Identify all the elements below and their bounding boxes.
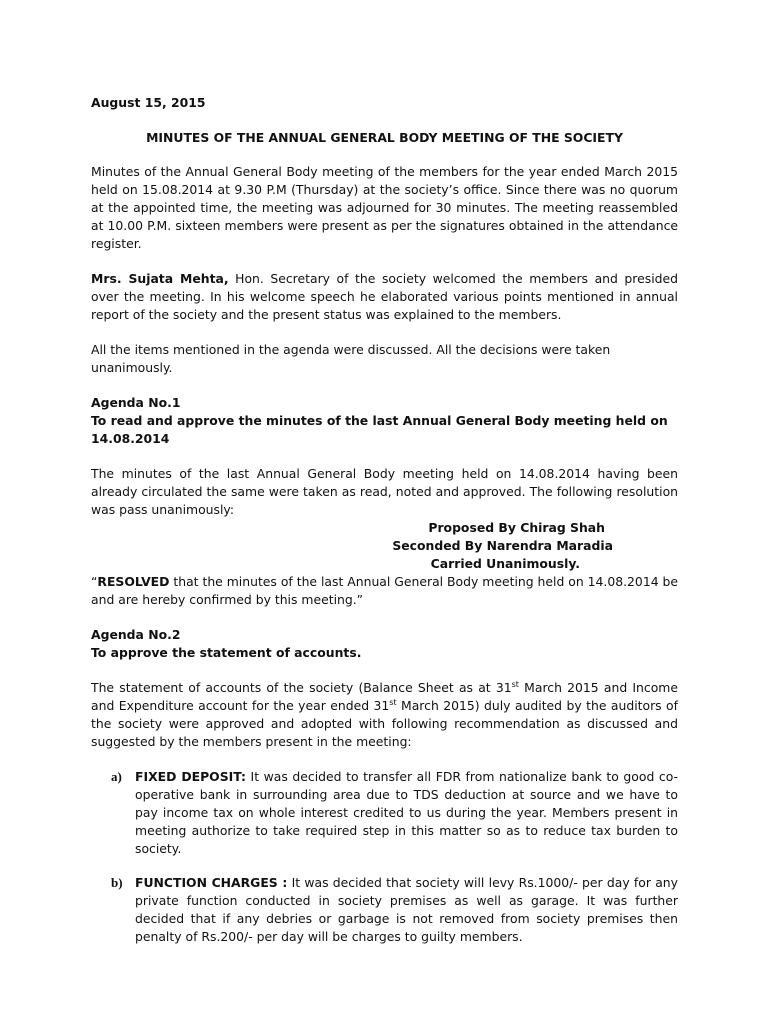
list-marker: b) [111, 875, 123, 890]
document-date: August 15, 2015 [91, 95, 206, 110]
list-item [91, 874, 678, 946]
resolution-keyword: RESOLVED [97, 574, 170, 589]
list-item-label: FIXED DEPOSIT: [135, 769, 246, 784]
proposed-by: Proposed By Chirag Shah [428, 520, 605, 535]
agenda2-body-part2: March 2015 and Income and Expenditure account for the year ended 31 [91, 680, 678, 713]
document-content [91, 94, 678, 962]
agenda1-number: Agenda No.1 [91, 395, 181, 410]
list-item-body: It was decided that society will levy Rs.1000/- per day for any private function conducted in society premises as well as garage. It was further decided that if any debries or garbage is not removed from society premises then penalty of Rs.200/- per day will be charges to guilty members. [135, 875, 678, 944]
agenda2-heading: To approve the statement of accounts. [91, 645, 362, 660]
agenda2-body [91, 679, 678, 751]
secretary-paragraph [91, 270, 678, 324]
signature-block [91, 519, 678, 573]
list-item-body: It was decided to transfer all FDR from nationalize bank to good co-operative bank in surrounding area due to TDS deduction at source and we have to pay income tax on whole interest credited to us during the year. Members present in meeting authorize to take required step in this matter so as to reduce tax burden to society. [135, 769, 678, 856]
list-item [91, 768, 678, 858]
agenda2-number: Agenda No.2 [91, 627, 181, 642]
resolution-text: that the minutes of the last Annual General Body meeting held on 14.08.2014 be and are hereby confirmed by this meeting.” [91, 574, 679, 607]
secretary-name: Mrs. Sujata Mehta, [91, 271, 229, 286]
agenda1-body: The minutes of the last Annual General Body meeting held on 14.08.2014 having been already circulated the same were taken as read, noted and approved. The following resolution was pass unanimously: [91, 466, 678, 517]
recommendation-list [91, 768, 678, 946]
agenda2-body-part1: The statement of accounts of the society (Balance Sheet as at 31 [91, 680, 512, 695]
intro-paragraph: Minutes of the Annual General Body meeting of the members for the year ended March 2015 held on 15.08.2014 at 9.30 P.M (Thursday) at the society’s office. Since there was no quorum at the appointed time, the meeting was adjourned for 30 minutes. The meeting reassembled at 10.00 P.M. sixteen members were present as per the signatures obtained in the attendance register. [91, 164, 678, 251]
list-item-text [135, 768, 678, 858]
agenda2-sup2: st [389, 697, 397, 707]
carried-status: Carried Unanimously. [430, 556, 580, 571]
list-marker: a) [111, 769, 122, 784]
secretary-text: Hon. Secretary of the society welcomed the members and presided over the meeting. In his welcome speech he elaborated various points mentioned in annual report of the society and the present status was explained to the members. [91, 271, 678, 322]
agenda-note: All the items mentioned in the agenda were discussed. All the decisions were taken unanimously. [91, 342, 611, 375]
resolution-paragraph [91, 573, 678, 609]
agenda2-sup1: st [511, 679, 519, 689]
resolution-open-quote: “ [91, 574, 98, 589]
seconded-by: Seconded By Narendra Maradia [392, 538, 613, 553]
document-title: MINUTES OF THE ANNUAL GENERAL BODY MEETING OF THE SOCIETY [146, 130, 623, 145]
agenda2-body-part3: March 2015) duly audited by the auditors of the society were approved and adopted with following recommendation as discussed and suggested by the members present in the meeting: [91, 698, 678, 749]
agenda1-heading: To read and approve the minutes of the last Annual General Body meeting held on 14.08.2014 [91, 413, 668, 446]
list-item-text [135, 874, 678, 946]
list-item-label: FUNCTION CHARGES : [135, 875, 288, 890]
